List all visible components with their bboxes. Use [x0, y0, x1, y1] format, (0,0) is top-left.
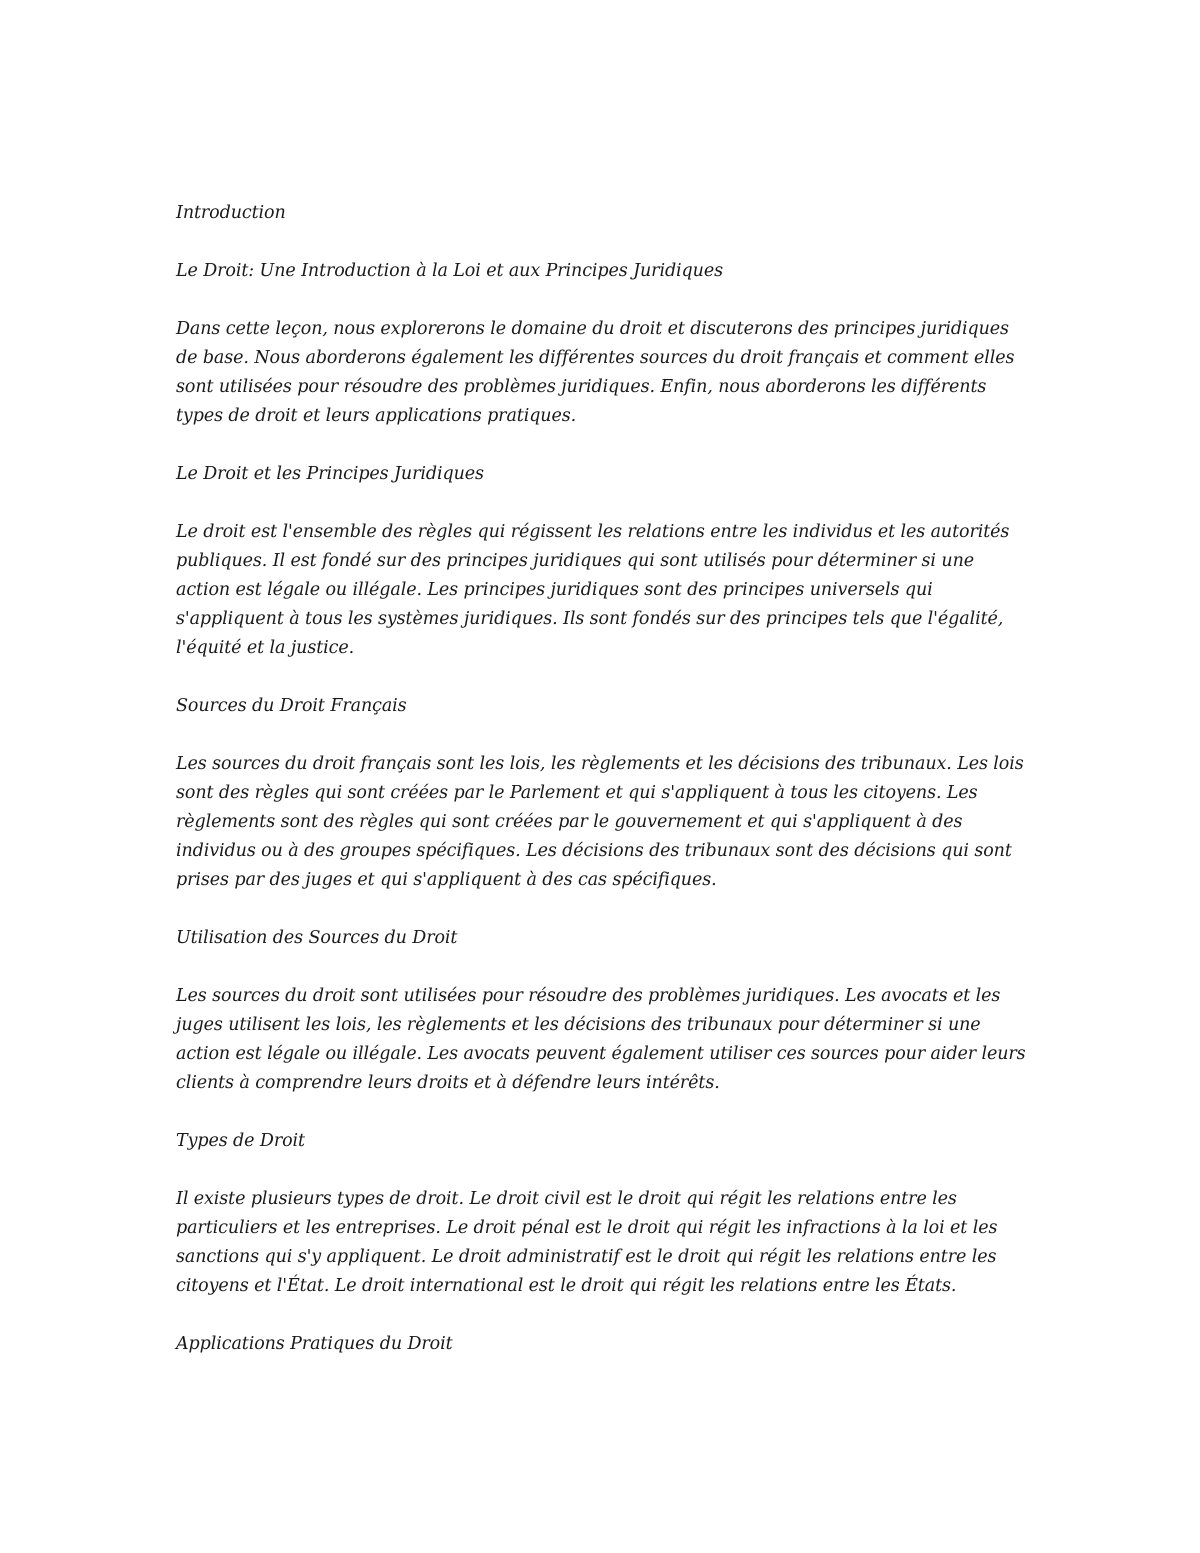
paragraph-types: Il existe plusieurs types de droit. Le droit civil est le droit qui régit les relations entre les particuliers et les entreprises. Le droit pénal est le droit qui régit les infractions à la loi et les sanctions qui s'y appliquent. Le droit administratif est le droit qui régit les relations entre les citoyens et l'État. Le droit international est le droit qui régit les relations entre les États. — [176, 1189, 998, 1296]
section-heading-principes: Le Droit et les Principes Juridiques — [176, 464, 484, 484]
document-body — [176, 199, 1026, 1388]
paragraph-intro: Dans cette leçon, nous explorerons le domaine du droit et discuterons des principes juridiques de base. Nous aborderons également les différentes sources du droit français et comment elles sont utilisées pour résoudre des problèmes juridiques. Enfin, nous aborderons les différents types de droit et leurs applications pratiques. — [176, 319, 1015, 426]
section-heading-applications: Applications Pratiques du Droit — [176, 1334, 453, 1354]
section-heading-types: Types de Droit — [176, 1131, 305, 1151]
section-heading-introduction: Introduction — [176, 203, 286, 223]
document-title: Le Droit: Une Introduction à la Loi et aux Principes Juridiques — [176, 261, 723, 281]
section-heading-sources: Sources du Droit Français — [176, 696, 407, 716]
paragraph-utilisation: Les sources du droit sont utilisées pour résoudre des problèmes juridiques. Les avocats et les juges utilisent les lois, les règlements et les décisions des tribunaux pour déterminer si une action est légale ou illégale. Les avocats peuvent également utiliser ces sources pour aider leurs clients à comprendre leurs droits et à défendre leurs intérêts. — [176, 986, 1026, 1093]
section-heading-utilisation: Utilisation des Sources du Droit — [176, 928, 458, 948]
paragraph-principes: Le droit est l'ensemble des règles qui régissent les relations entre les individus et les autorités publiques. Il est fondé sur des principes juridiques qui sont utilisés pour déterminer si une action est légale ou illégale. Les principes juridiques sont des principes universels qui s'appliquent à tous les systèmes juridiques. Ils sont fondés sur des principes tels que l'égalité, l'équité et la justice. — [176, 522, 1010, 658]
paragraph-sources: Les sources du droit français sont les lois, les règlements et les décisions des tribunaux. Les lois sont des règles qui sont créées par le Parlement et qui s'appliquent à tous les citoyens. Les règlements sont des règles qui sont créées par le gouvernement et qui s'appliquent à des individus ou à des groupes spécifiques. Les décisions des tribunaux sont des décisions qui sont prises par des juges et qui s'appliquent à des cas spécifiques. — [176, 754, 1024, 890]
